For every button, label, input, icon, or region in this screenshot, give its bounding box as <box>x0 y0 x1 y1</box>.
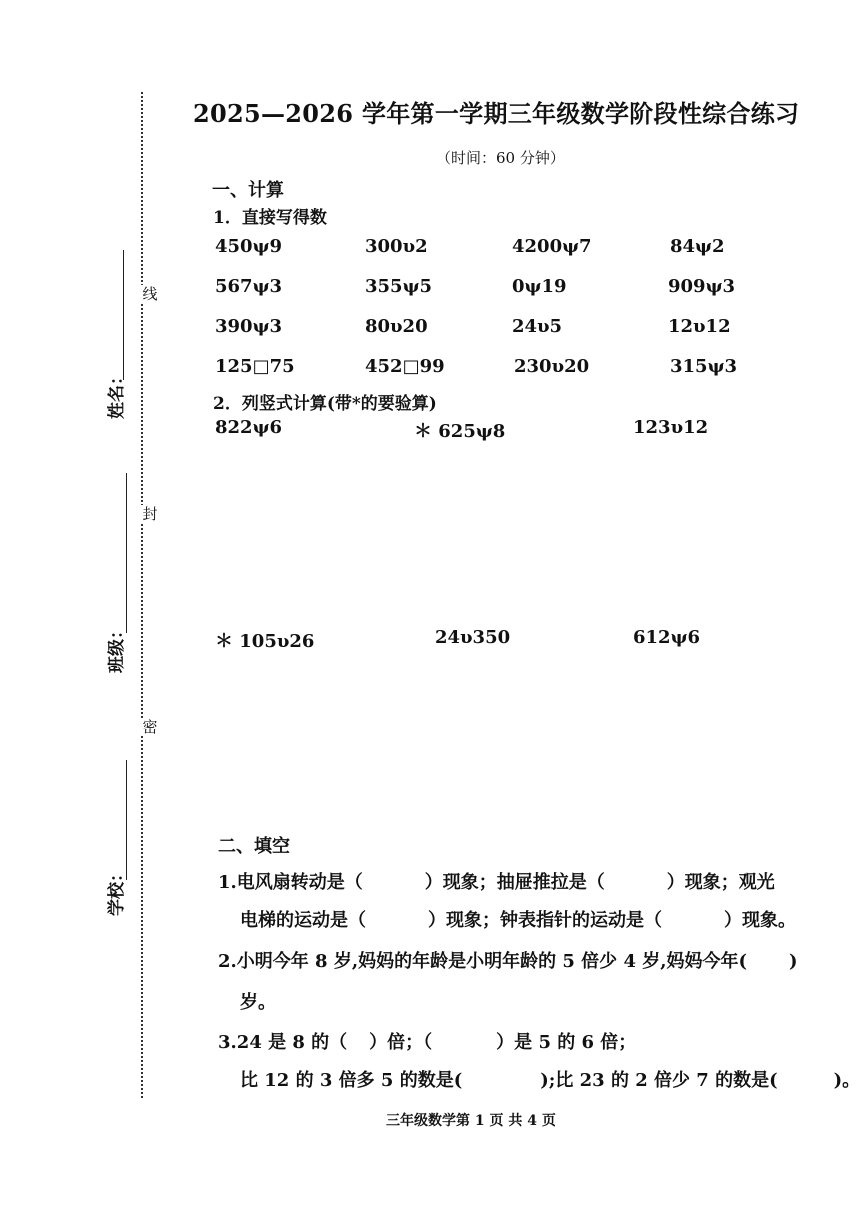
time-limit: （时间：60 分钟） <box>436 149 565 167</box>
oral-item: 12υ12 <box>668 316 731 337</box>
oral-item: 0ψ19 <box>512 276 567 297</box>
fill-q3-text: ）是 5 的 6 倍； <box>496 1032 637 1053</box>
q1-heading: 1．直接写得数 <box>213 208 327 228</box>
oral-item: 315ψ3 <box>670 356 738 377</box>
oral-item: 390ψ3 <box>215 316 283 337</box>
oral-item: 355ψ5 <box>365 276 433 297</box>
oral-item: 80υ20 <box>365 316 428 337</box>
fill-q3-text: ）倍；（ <box>369 1032 433 1053</box>
fill-q3-line2 <box>240 1066 860 1092</box>
oral-item: 4200ψ7 <box>512 236 592 257</box>
oral-item: 230υ20 <box>514 356 590 377</box>
oral-item: 567ψ3 <box>215 276 283 297</box>
fill-q1-text: ）现象；观光 <box>666 872 775 893</box>
binding-mark-feng: 封 <box>140 505 160 523</box>
oral-item: 24υ5 <box>512 316 563 337</box>
oral-item: 450ψ9 <box>215 236 283 257</box>
fill-q3-text: )。 <box>833 1070 861 1091</box>
school-write-line[interactable] <box>126 760 127 880</box>
fill-q2-line2: 岁。 <box>240 992 276 1013</box>
oral-item: 452□99 <box>365 356 445 377</box>
vertical-calc-item: ＊ 625ψ8 <box>414 421 506 442</box>
binding-mark-mi: 密 <box>140 718 160 736</box>
vertical-calc-item: 612ψ6 <box>633 627 701 648</box>
fill-q2-line1 <box>218 947 798 973</box>
section-fill-heading: 二、填空 <box>218 836 290 857</box>
fill-q1-line1 <box>218 868 775 894</box>
oral-item: 84ψ2 <box>670 236 725 257</box>
fill-q2-text: 2.小明今年 8 岁,妈妈的年龄是小明年龄的 5 倍少 4 岁,妈妈今年( <box>218 951 748 972</box>
vertical-calc-item: 822ψ6 <box>215 417 283 438</box>
vertical-calc-item: 123υ12 <box>633 417 709 438</box>
name-write-line[interactable] <box>123 250 124 380</box>
fill-q1-text: 1.电风扇转动是（ <box>218 872 363 893</box>
class-label: 班级： <box>107 622 127 673</box>
fill-q2-text: ) <box>789 951 798 972</box>
school-label: 学校： <box>107 865 127 916</box>
binding-dotted-line <box>141 92 143 1098</box>
vertical-calc-item: 24υ350 <box>435 627 511 648</box>
vertical-calc-item: ＊ 105υ26 <box>215 631 315 652</box>
fill-q1-line2 <box>240 906 796 932</box>
class-write-line[interactable] <box>126 473 127 633</box>
name-label: 姓名： <box>107 368 127 419</box>
fill-q3-text: 3.24 是 8 的（ <box>218 1032 348 1053</box>
page-title: 2025—2026 学年第一学期三年级数学阶段性综合练习 <box>193 99 800 128</box>
fill-q3-text: );比 23 的 2 倍少 7 的数是( <box>540 1070 778 1091</box>
binding-mark-xian: 线 <box>140 285 160 303</box>
fill-q1-text: ）现象。 <box>724 910 796 931</box>
fill-q3-text: 比 12 的 3 倍多 5 的数是( <box>240 1070 463 1091</box>
oral-item: 300υ2 <box>365 236 428 257</box>
fill-q1-text: ）现象；钟表指针的运动是（ <box>428 910 662 931</box>
oral-item: 125□75 <box>215 356 295 377</box>
fill-q1-text: ）现象；抽屉推拉是（ <box>424 872 605 893</box>
q2-heading: 2．列竖式计算(带*的要验算) <box>213 394 437 414</box>
page-footer: 三年级数学第 1 页 共 4 页 <box>386 1113 556 1129</box>
fill-q3-line1 <box>218 1028 636 1054</box>
fill-q1-text: 电梯的运动是（ <box>240 910 366 931</box>
oral-item: 909ψ3 <box>668 276 736 297</box>
section-calc-heading: 一、计算 <box>212 180 284 201</box>
